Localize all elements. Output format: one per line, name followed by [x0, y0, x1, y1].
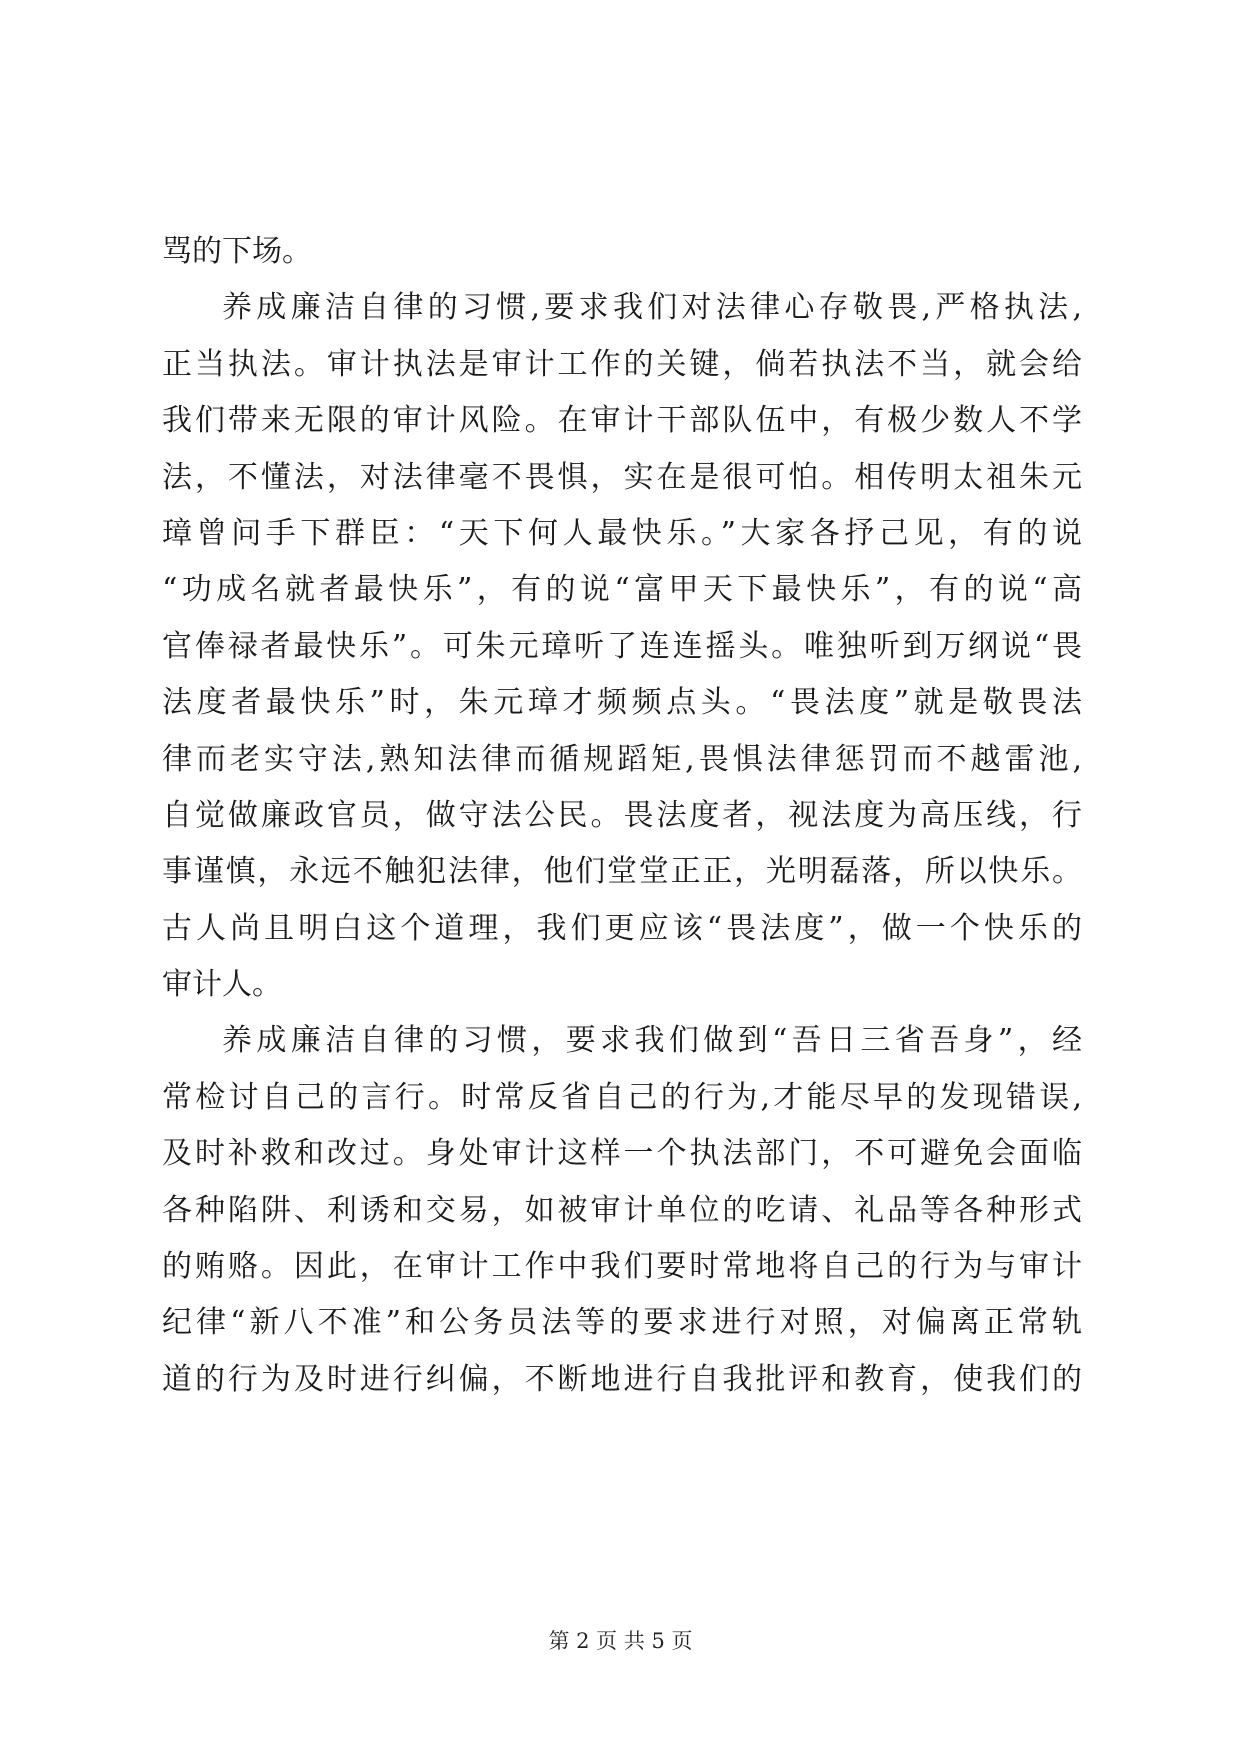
paragraph-first-line: 养成廉洁自律的习惯，要求我们做到“吾日三省吾身”，经 — [222, 1023, 1082, 1059]
text-line: 法度者最快乐”时，朱元璋才频频点头。“畏法度”就是敬畏法 — [162, 685, 1082, 721]
text-line: 璋曾问手下群臣：“天下何人最快乐。”大家各抒己见，有的说 — [162, 515, 1082, 551]
paragraph-first-line: 养成廉洁自律的习惯,要求我们对法律心存敬畏,严格执法, — [222, 290, 1082, 326]
text-line: 道的行为及时进行纠偏，不断地进行自我批评和教育，使我们的 — [162, 1361, 1082, 1397]
text-line: 古人尚且明白这个道理，我们更应该“畏法度”，做一个快乐的 — [162, 910, 1082, 946]
text-line: 正当执法。审计执法是审计工作的关键，倘若执法不当，就会给 — [162, 346, 1082, 382]
text-line: 各种陷阱、利诱和交易，如被审计单位的吃请、礼品等各种形式 — [162, 1192, 1082, 1228]
body-text — [162, 224, 1082, 1408]
text-line: 我们带来无限的审计风险。在审计干部队伍中，有极少数人不学 — [162, 403, 1082, 439]
text-line: 纪律“新八不准”和公务员法等的要求进行对照，对偏离正常轨 — [162, 1305, 1082, 1341]
text-line: 自觉做廉政官员，做守法公民。畏法度者，视法度为高压线，行 — [162, 797, 1082, 833]
text-line: 骂的下场。 — [162, 234, 312, 269]
text-line: 事谨慎，永远不触犯法律，他们堂堂正正，光明磊落，所以快乐。 — [162, 854, 1082, 890]
text-line: 律而老实守法,熟知法律而循规蹈矩,畏惧法律惩罚而不越雷池, — [162, 741, 1082, 777]
text-line: 的贿赂。因此，在审计工作中我们要时常地将自己的行为与审计 — [162, 1249, 1082, 1285]
text-line: “功成名就者最快乐”，有的说“富甲天下最快乐”，有的说“高 — [162, 572, 1082, 608]
text-line: 及时补救和改过。身处审计这样一个执法部门，不可避免会面临 — [162, 1136, 1082, 1172]
text-line: 常检讨自己的言行。时常反省自己的行为,才能尽早的发现错误, — [162, 1079, 1082, 1115]
page-number: 第 2 页 共 5 页 — [548, 1629, 693, 1653]
text-line: 审计人。 — [162, 967, 282, 1003]
text-line: 官俸禄者最快乐”。可朱元璋听了连连摇头。唯独听到万纲说“畏 — [162, 628, 1082, 664]
page-footer — [0, 1626, 1241, 1656]
text-line: 法，不懂法，对法律毫不畏惧，实在是很可怕。相传明太祖朱元 — [162, 459, 1082, 495]
